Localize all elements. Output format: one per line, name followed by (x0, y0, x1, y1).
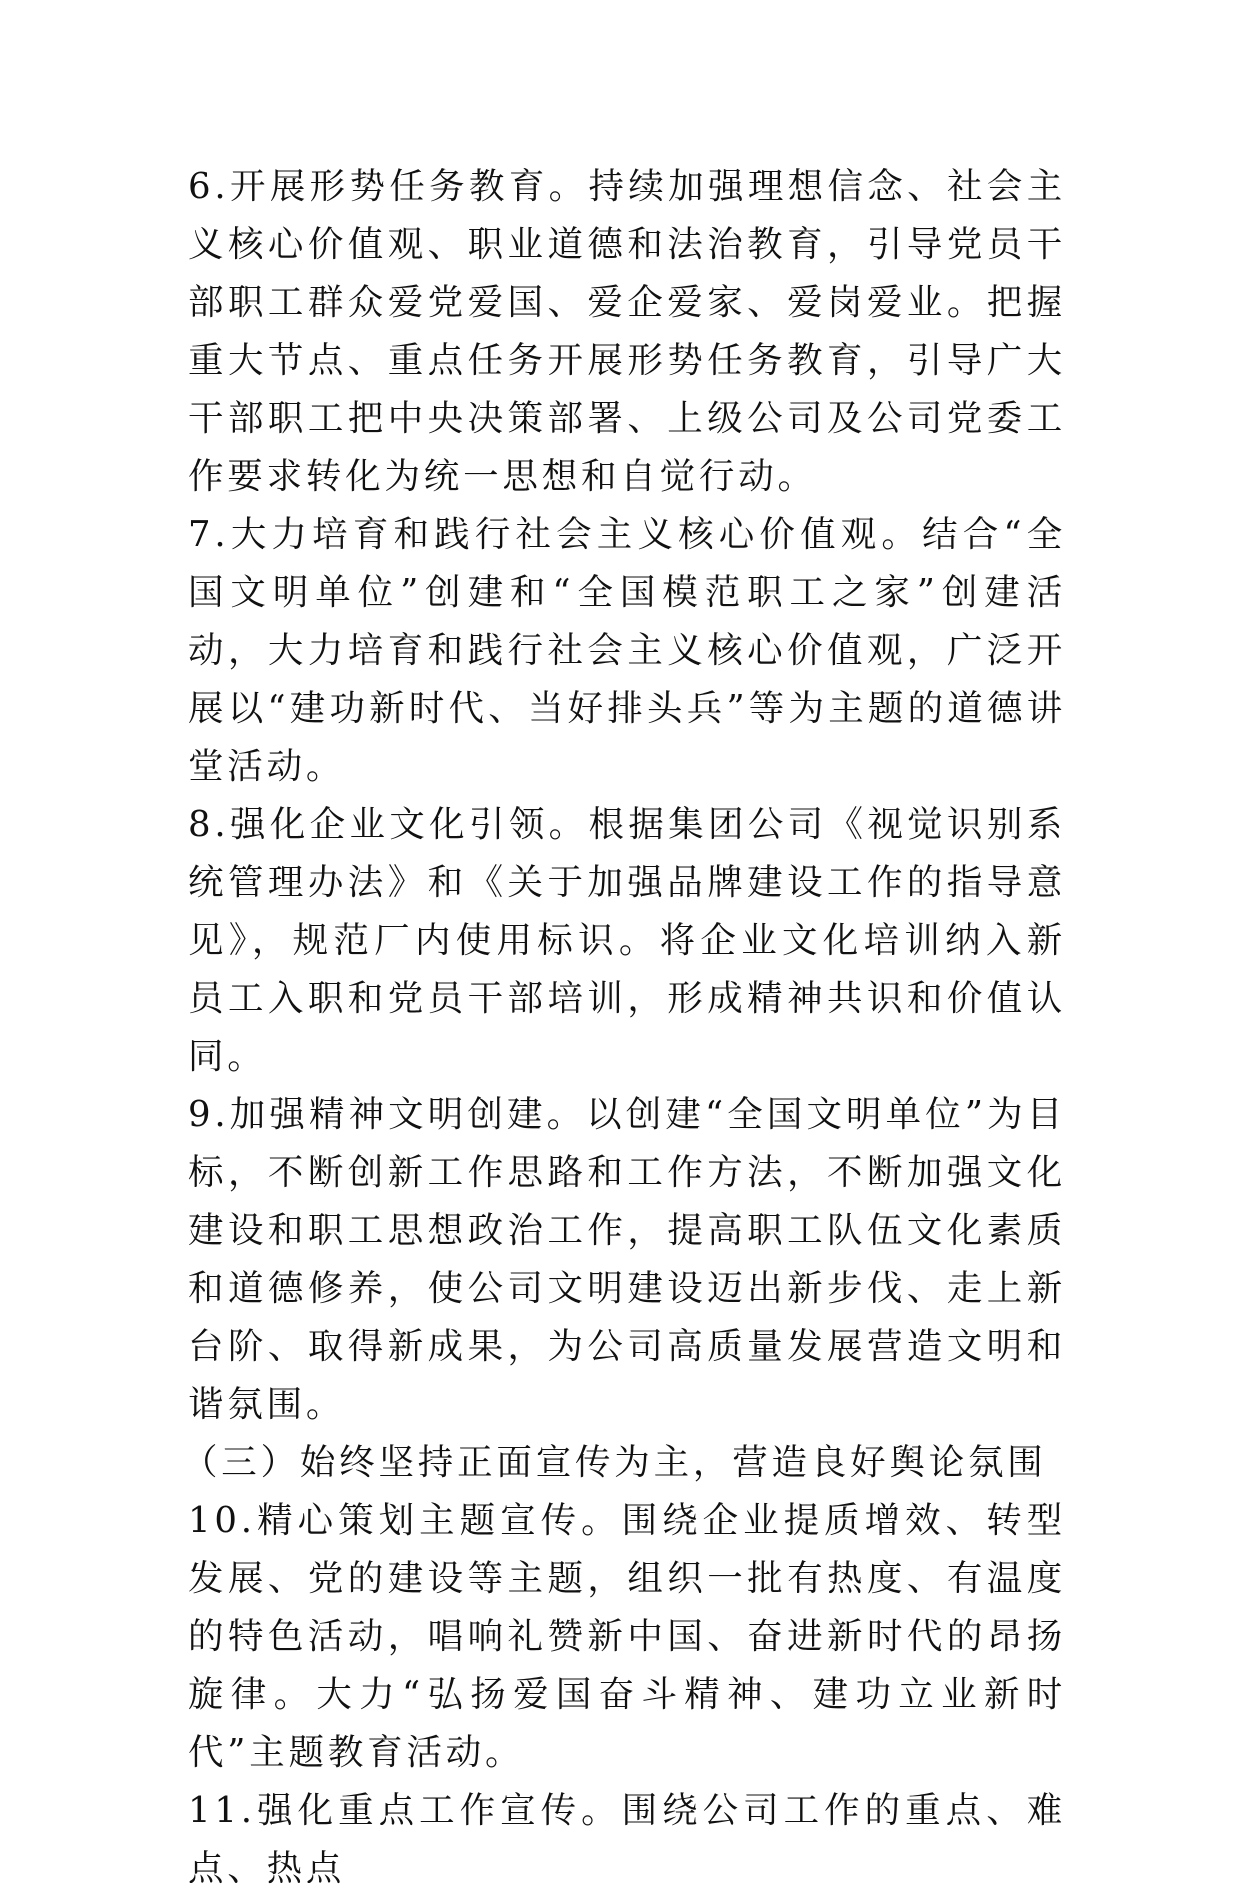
paragraph-9: 9.加强精神文明创建。以创建“全国文明单位”为目标，不断创新工作思路和工作方法，不断加强文化建设和职工思想政治工作，提高职工队伍文化素质和道德修养，使公司文明建设迈出新步伐、走上新台阶、取得新成果，为公司高质量发展营造文明和谐氛围。 (188, 1094, 1066, 1425)
paragraph-10: 10.精心策划主题宣传。围绕企业提质增效、转型发展、党的建设等主题，组织一批有热度、有温度的特色活动，唱响礼赞新中国、奋进新时代的昂扬旋律。大力“弘扬爱国奋斗精神、建功立业新时代”主题教育活动。 (188, 1500, 1066, 1773)
paragraph-8: 8.强化企业文化引领。根据集团公司《视觉识别系统管理办法》和《关于加强品牌建设工作的指导意见》，规范厂内使用标识。将企业文化培训纳入新员工入职和党员干部培训，形成精神共识和价值认同。 (188, 804, 1066, 1077)
paragraph-6: 6.开展形势任务教育。持续加强理想信念、社会主义核心价值观、职业道德和法治教育，引导党员干部职工群众爱党爱国、爱企爱家、爱岗爱业。把握重大节点、重点任务开展形势任务教育，引导广大干部职工把中央决策部署、上级公司及公司党委工作要求转化为统一思想和自觉行动。 (188, 166, 1066, 497)
document-page (182, 158, 1066, 1898)
paragraph-11: 11.强化重点工作宣传。围绕公司工作的重点、难点、热点 (188, 1790, 1066, 1889)
section-heading: （三）始终坚持正面宣传为主，营造良好舆论氛围 (182, 1442, 1047, 1483)
paragraph-7: 7.大力培育和践行社会主义核心价值观。结合“全国文明单位”创建和“全国模范职工之家”创建活动，大力培育和践行社会主义核心价值观，广泛开展以“建功新时代、当好排头兵”等为主题的道德讲堂活动。 (188, 514, 1066, 787)
